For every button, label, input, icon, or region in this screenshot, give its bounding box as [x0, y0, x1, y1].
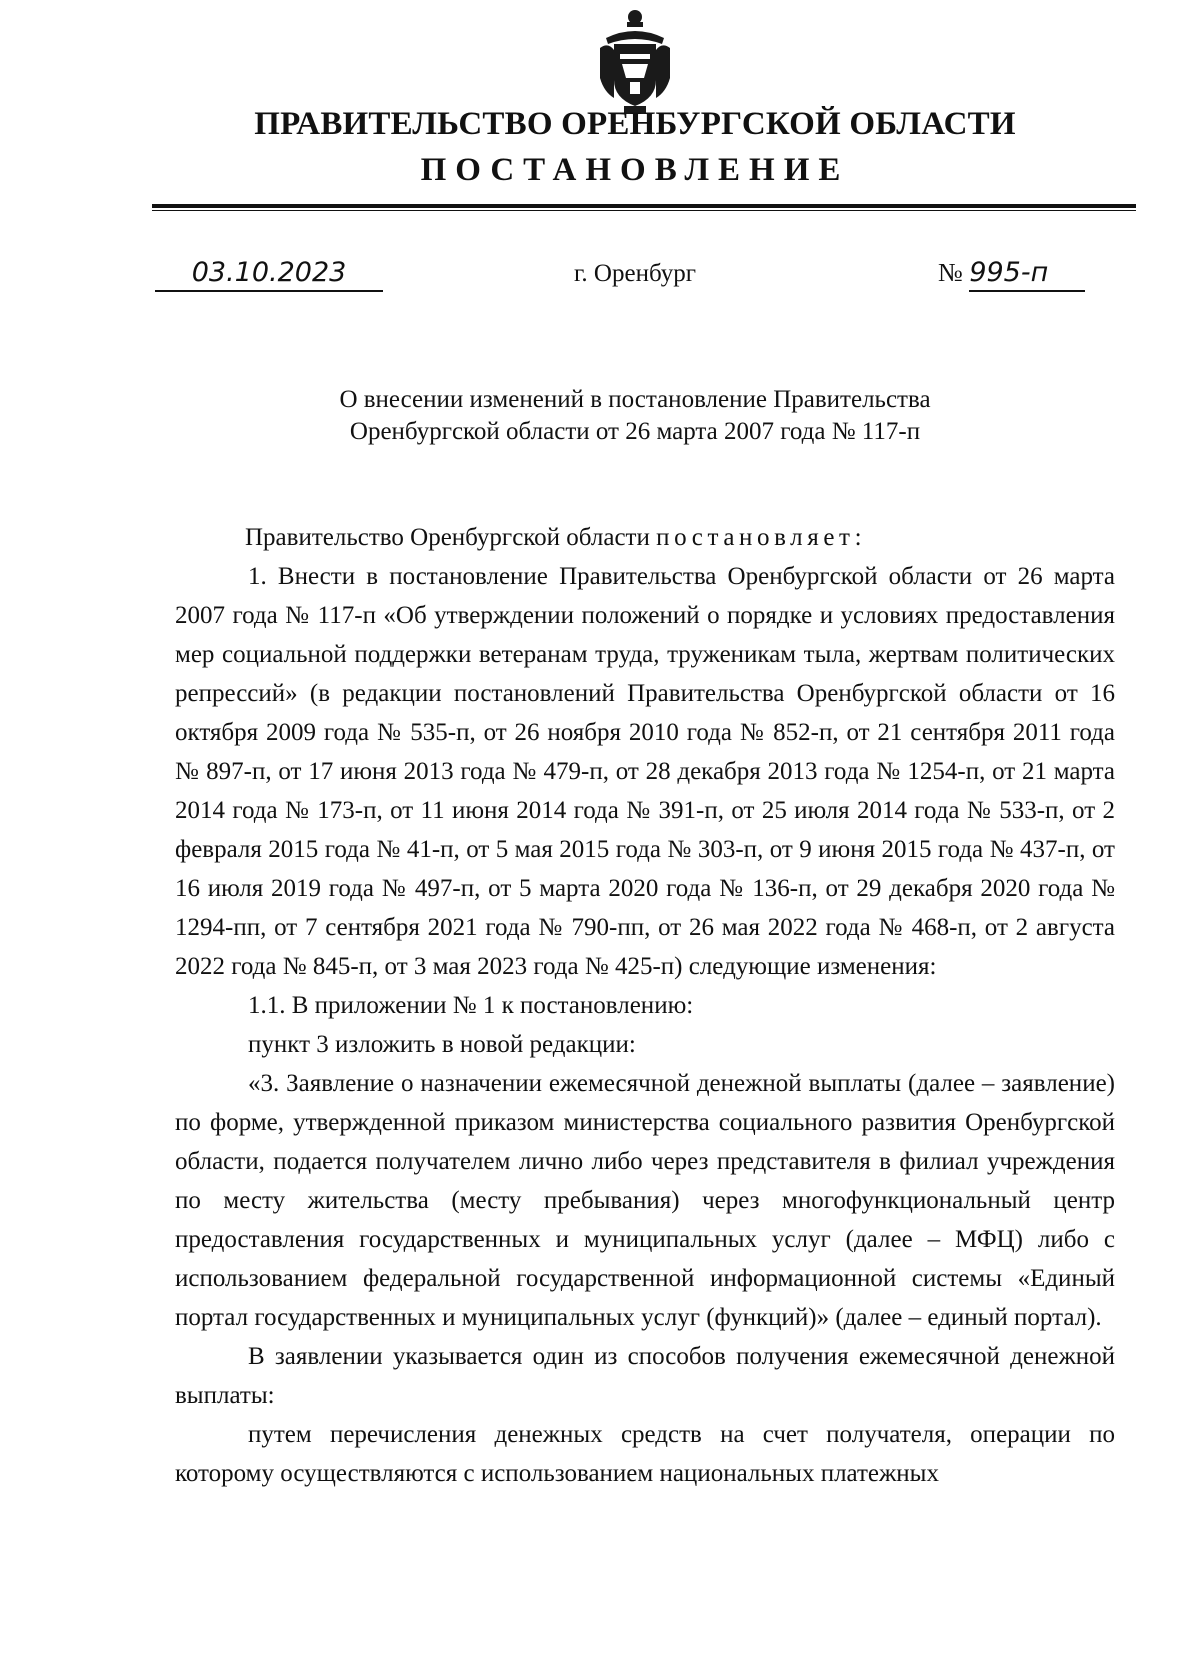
document-city: г. Оренбург	[574, 260, 696, 287]
header-rule-thick	[152, 204, 1136, 208]
document-number	[938, 258, 1085, 292]
header-rule-thin	[152, 210, 1136, 211]
subject-line-2: Оренбургской области от 26 марта 2007 года № 117-п	[349, 418, 921, 445]
paragraph-transfer: путем перечисления денежных средств на счет получателя, операции по которому осуществляются с использованием национальных платежных	[175, 1421, 1115, 1487]
document-body	[175, 518, 1115, 1493]
preamble-spaced: постановляет:	[656, 524, 867, 551]
coat-of-arms-icon	[594, 8, 676, 118]
subject-line-1: О внесении изменений в постановление Правительства	[339, 386, 931, 413]
number-value: 995-п	[969, 258, 1085, 292]
quote-point-3: «3. Заявление о назначении ежемесячной денежной выплаты (далее – заявление) по форме, утвержденной приказом министерства социального развития Оренбургской области, подается получателем лично либо через представителя в филиал учреждения по месту жительства (месту пребывания) через многофункциональный центр предоставления государственных и муниципальных услуг (далее – МФЦ) либо с использованием федеральной государственной информационной системы «Единый портал государственных и муниципальных услуг (функций)» (далее – единый портал).	[175, 1070, 1115, 1331]
document-type: ПОСТАНОВЛЕНИЕ	[420, 152, 850, 188]
number-prefix: №	[938, 258, 963, 287]
paragraph-method: В заявлении указывается один из способов получения ежемесячной денежной выплаты:	[175, 1343, 1115, 1409]
item-1-1: 1.1. В приложении № 1 к постановлению:	[248, 992, 694, 1019]
preamble-start: Правительство Оренбургской области	[245, 524, 650, 551]
item-1: 1. Внести в постановление Правительства Оренбургской области от 26 марта 2007 года № 117-п «Об утверждении положений о порядке и условиях предоставления мер социальной поддержки ветеранам труда, труженикам тыла, жертвам политических репрессий» (в редакции постановлений Правительства Оренбургской области от 16 октября 2009 года № 535-п, от 26 ноября 2010 года № 852-п, от 21 сентября 2011 года № 897-п, от 17 июня 2013 года № 479-п, от 28 декабря 2013 года № 1254-п, от 21 марта 2014 года № 173-п, от 11 июня 2014 года № 391-п, от 25 июля 2014 года № 533-п, от 2 февраля 2015 года № 41-п, от 5 мая 2015 года № 303-п, от 9 июня 2015 года № 437-п, от 16 июля 2019 года № 497-п, от 5 марта 2020 года № 136-п, от 29 декабря 2020 года № 1294-пп, от 7 сентября 2021 года № 790-пп, от 26 мая 2022 года № 468-п, от 2 августа 2022 года № 845-п, от 3 мая 2023 года № 425-п) следующие изменения:	[175, 563, 1115, 980]
document-date: 03.10.2023	[155, 258, 383, 292]
item-1-1-a: пункт 3 изложить в новой редакции:	[248, 1031, 636, 1058]
preamble	[175, 518, 1115, 557]
government-title: ПРАВИТЕЛЬСТВО ОРЕНБУРГСКОЙ ОБЛАСТИ	[254, 106, 1016, 142]
document-subject	[0, 384, 1200, 448]
